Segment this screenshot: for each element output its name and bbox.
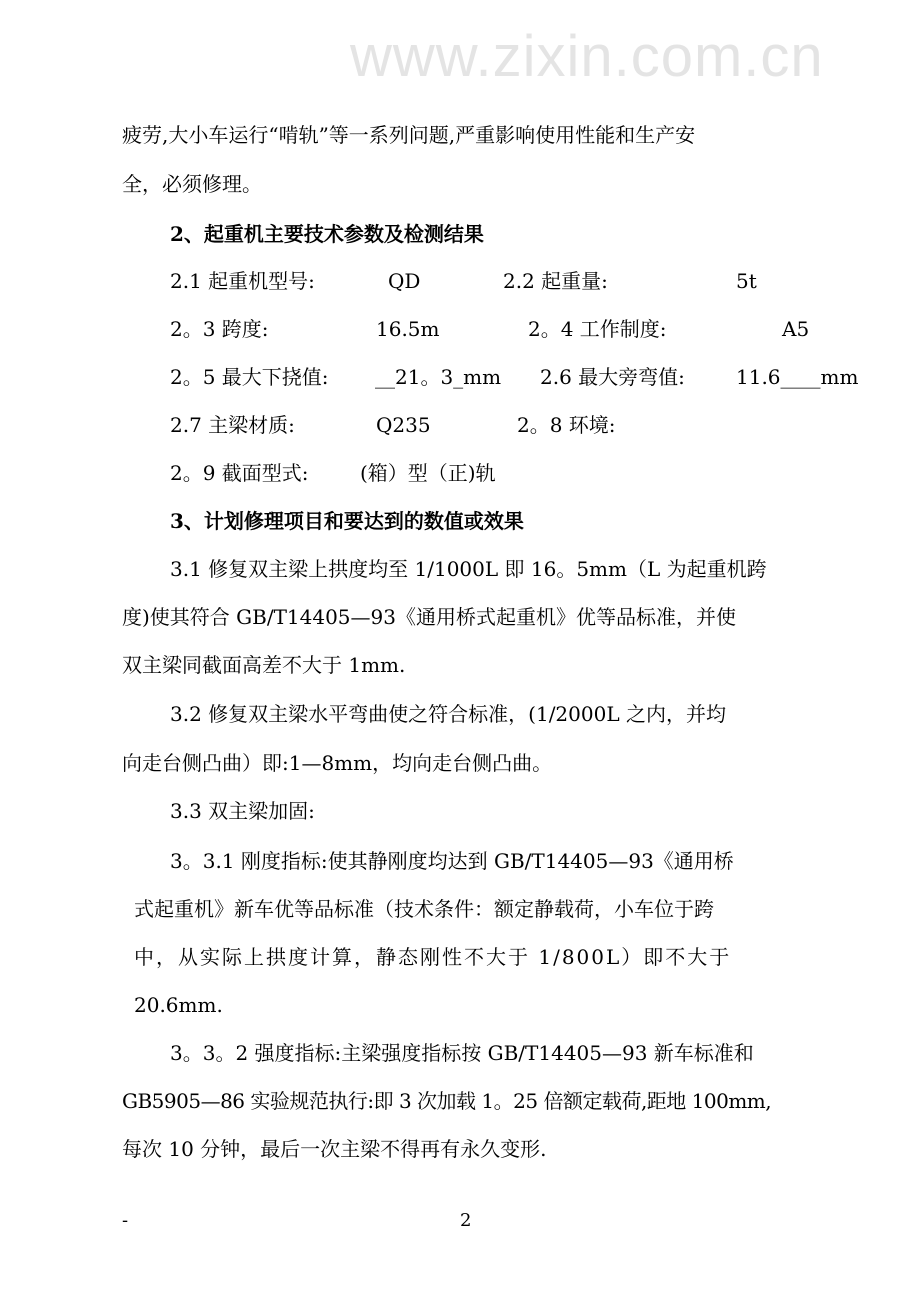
param-label: 2。4 工作制度:: [528, 317, 667, 341]
paragraph-line: 3.2 修复双主梁水平弯曲使之符合标准，(1/2000L 之内，并均: [170, 702, 726, 726]
paragraph-line: 中，从实际上拱度计算，静态刚性不大于 1/800L）即不大于: [134, 945, 732, 969]
section-heading-2: 2、起重机主要技术参数及检测结果: [170, 222, 484, 246]
footer-mark: -: [122, 1210, 129, 1231]
param-value: 11.6____mm: [736, 365, 859, 389]
param-value: 5t: [736, 269, 757, 293]
param-value: __21。3_mm: [375, 365, 502, 389]
param-value: (箱）型（正)轨: [360, 461, 496, 485]
paragraph-line: 全，必须修理。: [122, 172, 262, 196]
paragraph-line: 3.3 双主梁加固:: [170, 799, 315, 823]
paragraph-line: 3。3。2 强度指标:主梁强度指标按 GB/T14405—93 新车标准和: [170, 1041, 754, 1065]
param-label: 2。3 跨度:: [170, 317, 269, 341]
param-label: 2。9 截面型式:: [170, 461, 309, 485]
paragraph-line: 疲劳,大小车运行“啃轨”等一系列问题,严重影响使用性能和生产安: [122, 123, 696, 147]
page-number: 2: [460, 1210, 472, 1231]
param-label: 2.2 起重量:: [503, 269, 608, 293]
paragraph-line: GB5905—86 实验规范执行:即 3 次加载 1。25 倍额定载荷,距地 100mm,: [122, 1089, 772, 1113]
paragraph-line: 20.6mm.: [134, 993, 223, 1017]
param-label: 2。5 最大下挠值:: [170, 365, 329, 389]
param-label: 2。8 环境:: [517, 413, 616, 437]
param-label: 2.7 主梁材质:: [170, 413, 295, 437]
paragraph-line: 向走台侧凸曲）即:1—8mm，均向走台侧凸曲。: [122, 751, 553, 775]
param-label: 2.6 最大旁弯值:: [540, 365, 685, 389]
paragraph-line: 每次 10 分钟，最后一次主梁不得再有永久变形.: [122, 1137, 547, 1161]
param-value: A5: [782, 317, 810, 341]
paragraph-line: 度)使其符合 GB/T14405—93《通用桥式起重机》优等品标准，并使: [122, 605, 736, 629]
watermark: www.zixin.com.cn: [350, 24, 824, 89]
param-value: QD: [388, 269, 421, 293]
section-heading-3: 3、计划修理项目和要达到的数值或效果: [170, 509, 524, 533]
paragraph-line: 双主梁同截面高差不大于 1mm.: [122, 653, 406, 677]
paragraph-line: 3。3.1 刚度指标:使其静刚度均达到 GB/T14405—93《通用桥: [170, 849, 734, 873]
param-value: Q235: [376, 413, 431, 437]
param-label: 2.1 起重机型号:: [170, 269, 315, 293]
param-value: 16.5m: [376, 317, 440, 341]
paragraph-line: 式起重机》新车优等品标准（技术条件：额定静载荷，小车位于跨: [134, 897, 714, 921]
paragraph-line: 3.1 修复双主梁上拱度均至 1/1000L 即 16。5mm（L 为起重机跨: [170, 557, 767, 581]
